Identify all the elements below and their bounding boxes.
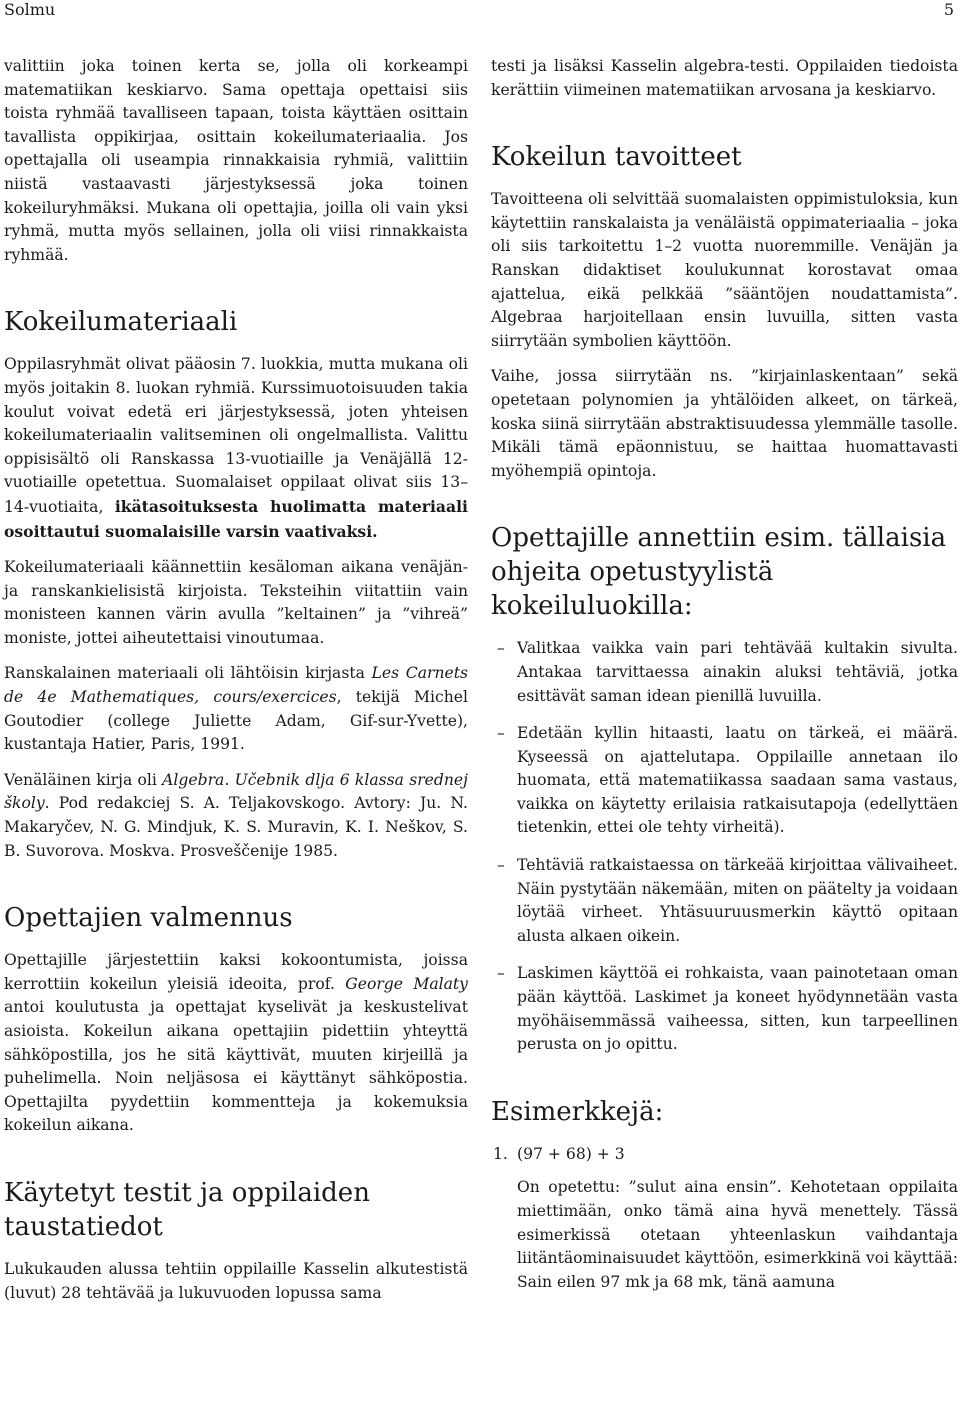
material-paragraph-2: Kokeilumateriaali käännettiin kesäloman aikana venäjän- ja ranskankielisistä kirjoista. Teksteihin viitattiin vain monisteen kannen värin avulla ”keltainen” ja ”vihreä” moniste, jottei aiheutettaisi vinoutumaa. <box>4 558 468 647</box>
left-column <box>4 55 468 1317</box>
example-description: On opetettu: ”sulut aina ensin”. Kehotetaan oppilaita miettimään, onko tämä aina hyvä menettely. Tässä esimerkissä otetaan yhteenlaskun vaihdantaja liitäntäominaisuudet käyttöön, esimerkkinä voi käyttää: Sain eilen 97 mk ja 68 mk, tänä aamuna <box>517 1178 958 1291</box>
goals-paragraph-2: Vaihe, jossa siirrytään ns. ”kirjainlaskentaan” sekä opetetaan polynomien ja yhtälöiden alkeet, on tärkeä, koska siinä siirrytään abstraktisuudessa ylemmälle tasolle. Mikäli tämä epäonnistuu, se haittaa huomattavasti myöhempiä opintoja. <box>491 367 958 480</box>
section-heading-esimerkkeja: Esimerkkejä: <box>491 1096 664 1127</box>
russian-book-subtitle: Učebnik dlja 6 klassa srednej školy <box>4 770 468 813</box>
continued-paragraph: testi ja lisäksi Kasselin algebra-testi. Oppilaiden tiedoista kerättiin viimeinen matematiikan arvosana ja keskiarvo. <box>491 57 958 99</box>
intro-paragraph: valittiin joka toinen kerta se, jolla oli korkeampi matematiikan keskiarvo. Sama opettaja opettaisi siis toista ryhmää tavalliseen tapaan, toista käyttäen osittain tavallista oppikirjaa, osittain kokeilumateriaalia. Jos opettajalla oli useampia rinnakkaisia ryhmiä, valittiin niistä vastaavasti järjestyksessä joka toinen kokeiluryhmäksi. Mukana oli opettajia, joilla oli vain yksi ryhmä, mutta myös sellainen, jolla oli viisi rinnakkaista ryhmää. <box>4 57 468 264</box>
professor-name: George Malaty <box>345 974 468 993</box>
example-list <box>491 1143 958 1295</box>
example-number: 1. <box>493 1144 508 1163</box>
section-heading-ohjeita: Opettajille annettiin esim. tällaisia ohjeita opetustyylistä kokeiluluokilla: <box>491 523 947 622</box>
russian-book-title: Algebra <box>162 770 225 789</box>
material-paragraph-1: Oppilasryhmät olivat pääosin 7. luokkia, mutta mukana oli myös joitakin 8. luokan ryhmiä. Kurssimuotoisuuden takia koulut voivat edetä eri järjestyksessä, joten yhteisen kokeilumateriaalin valitseminen oli ongelmallista. Valittu oppisisältö oli Ranskassa 13-vuotiaille ja Venäjällä 12-vuotiaille opetettua. Suomalaiset oppilaat olivat siis 13–14-vuotiaita, ikätasoituksesta huolimatta materiaali osoittautui suomalaisille varsin vaativaksi. <box>4 355 468 541</box>
instruction-list <box>491 637 958 1057</box>
section-heading-opettajien-valmennus: Opettajien valmennus <box>4 903 293 934</box>
example-formula: (97 + 68) + 3 <box>517 1144 625 1163</box>
section-heading-kokeilumateriaali: Kokeilumateriaali <box>4 307 238 338</box>
running-header <box>0 0 960 22</box>
material-bold-statement: ikätasoituksesta huolimatta materiaali osoittautui suomalaisille varsin vaativaksi. <box>4 496 468 541</box>
tests-paragraph: Lukukauden alussa tehtiin oppilaille Kasselin alkutestistä (luvut) 28 tehtävää ja lukuvuoden lopussa sama <box>4 1259 468 1302</box>
material-paragraph-4: Venäläinen kirja oli Algebra. Učebnik dlja 6 klassa srednej školy. Pod redakciej S. A. Teljakovskogo. Avtory: Ju. N. Makaryčev, N. G. Mindjuk, K. S. Muravin, K. I. Neškov, S. B. Suvorova. Moskva. Prosveščenije 1985. <box>4 770 468 860</box>
instruction-item: – Tehtäviä ratkaistaessa on tärkeää kirjoittaa välivaiheet. Näin pystytään näkemään, miten on päätelty ja voidaan löytää virheet. Yhtäsuuruusmerkin käyttö opitaan alusta alkaen oikein. <box>491 854 958 948</box>
example-item <box>491 1143 958 1295</box>
right-column <box>491 55 958 1294</box>
goals-paragraph-1: Tavoitteena oli selvittää suomalaisten oppimistuloksia, kun käytettiin ranskalaista ja venäläistä oppimateriaalia – joka oli siis tarkoitettu 1–2 vuotta nuoremmille. Venäjän ja Ranskan didaktiset koulukunnat korostavat omaa ajattelua, eikä pelkkää ”sääntöjen noudattamista”. Algebraa harjoitellaan ensin luvuilla, sitten vasta siirrytään symbolien käyttöön. <box>491 190 958 350</box>
section-heading-kokeilun-tavoitteet: Kokeilun tavoitteet <box>491 142 742 173</box>
instruction-item: – Laskimen käyttöä ei rohkaista, vaan painotetaan oman pään käyttöä. Laskimet ja koneet hyödynnetään vasta myöhäisemmässä vaiheessa, sitten, kun tarpeellinen perusta on jo opittu. <box>491 962 958 1056</box>
instruction-item: – Edetään kyllin hitaasti, laatu on tärkeä, ei määrä. Kyseessä on ajattelutapa. Oppilaille annetaan ilo huomata, että matematiikassa saadaan sama vastaus, vaikka on käytetty erilaisia ratkaisutapoja (edellyttäen tietenkin, ettei ole tehty virheitä). <box>491 722 958 840</box>
material-paragraph-3: Ranskalainen materiaali oli lähtöisin kirjasta Les Carnets de 4e Mathematiques, cours/exercices, tekijä Michel Goutodier (college Juliette Adam, Gif-sur-Yvette), kustantaja Hatier, Paris, 1991. <box>4 664 468 754</box>
instruction-item: – Valitkaa vaikka vain pari tehtävää kultakin sivulta. Antakaa tarvittaessa ainakin aluksi tehtäviä, jotka esittävät saman idean pienillä luvuilla. <box>491 637 958 708</box>
page-number: 5 <box>943 0 954 19</box>
french-book-title: Les Carnets de 4e Mathematiques, cours/exercices <box>4 664 468 707</box>
training-paragraph: Opettajille järjestettiin kaksi kokoontumista, joissa kerrottiin kokeilun yleisiä ideoita, prof. George Malaty antoi koulutusta ja opettajat kyselivät ja keskustelivat asioista. Kokeilun aikana opettajiin pidettiin yhteyttä sähköpostilla, jos he sitä käyttivät, muuten kirjeillä ja puhelimella. Noin neljäsosa ei käyttänyt sähköpostia. Opettajilta pyydettiin kommentteja ja kokemuksia kokeilun aikana. <box>4 951 468 1135</box>
section-heading-kaytetyt-testit: Käytetyt testit ja oppilaiden taustatiedot <box>4 1177 370 1242</box>
running-title: Solmu <box>4 0 56 19</box>
